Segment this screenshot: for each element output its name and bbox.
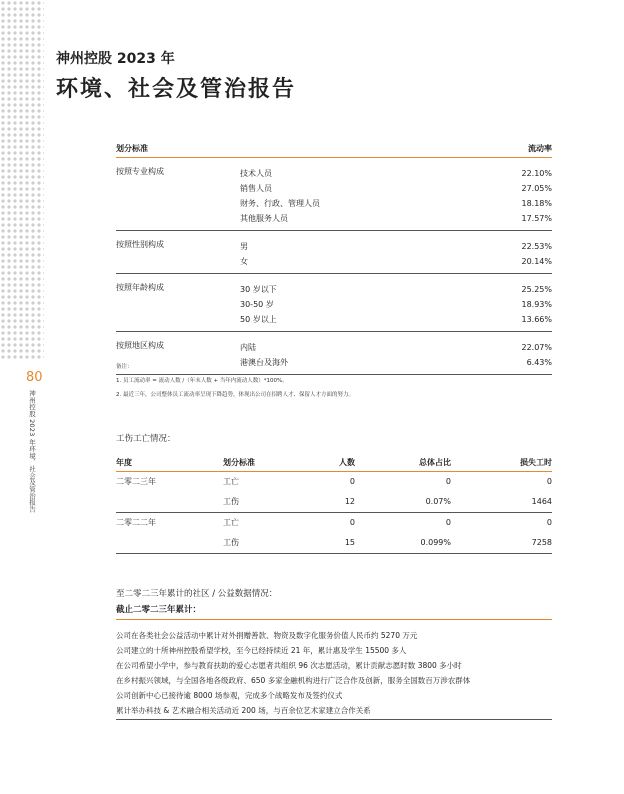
community-section-title: 至二零二三年累计的社区 / 公益数据情况：: [116, 589, 278, 599]
list-item: 累计举办科技 & 艺术融合相关活动近 200 场，与百余位艺术家建立合作关系: [116, 706, 371, 715]
injury-table: [116, 455, 552, 554]
notes: [116, 362, 552, 404]
page-number: 80: [26, 370, 43, 385]
list-item: 公司创新中心已接待逾 8000 场参观，完成多个战略发布及签约仪式: [116, 691, 343, 700]
list-item: 在公司希望小学中，参与教育扶助的爱心志愿者共组织 96 次志愿活动，累计贡献志愿时数 3800 多小时: [116, 661, 462, 670]
table-row: [116, 472, 552, 492]
list-item: 公司在各类社会公益活动中累计对外捐赠善款、物资及数字化服务价值人民币约 5270 万元: [116, 631, 418, 640]
turnover-table-header: [116, 143, 552, 158]
group-category: 按照性别构成: [116, 240, 164, 249]
row-label: 30-50 岁: [240, 300, 274, 309]
table-row: [240, 181, 552, 196]
row-label: 30 岁以下: [240, 285, 277, 294]
community-list: [116, 628, 552, 720]
row-value: 22.10%: [521, 169, 552, 178]
row-label: 内陆: [240, 343, 256, 352]
group-category: 按照地区构成: [116, 341, 164, 350]
divider: [116, 718, 552, 720]
table-row: [240, 196, 552, 211]
count-cell: 12: [344, 497, 355, 506]
col-ratio: 总体占比: [419, 458, 451, 467]
class-cell: 工伤: [223, 497, 239, 506]
list-item: 公司建立的十所神州控股希望学校，至今已经持续近 21 年，累计惠及学生 15500 多人: [116, 646, 407, 655]
class-cell: 工亡: [223, 518, 239, 527]
group-category: 按照年龄构成: [116, 283, 164, 292]
ratio-cell: 0: [445, 477, 451, 486]
count-cell: 0: [349, 518, 355, 527]
table-row: [240, 211, 552, 226]
page-header: [56, 48, 296, 103]
row-label: 50 岁以上: [240, 315, 277, 324]
row-value: 6.43%: [526, 358, 552, 367]
report-title: 环境、社会及管治报告: [56, 77, 297, 102]
group-category: 按照专业构成: [116, 167, 164, 176]
row-value: 22.53%: [521, 242, 552, 251]
table-row: [116, 492, 552, 512]
note-item: 2. 最近三年，公司整体员工流动率呈现下降趋势，体现出公司在招聘人才、保留人才方面的努力。: [116, 392, 354, 398]
col-class: 划分标准: [223, 458, 255, 467]
company-year: 神州控股 2023 年: [56, 51, 175, 67]
class-cell: 工伤: [223, 538, 239, 547]
side-report-label: 神州控股 2023 年环境、社会及管治报告: [28, 390, 36, 513]
col-year: 年度: [116, 458, 132, 467]
row-value: 22.07%: [521, 343, 552, 352]
row-label: 港澳台及海外: [240, 358, 288, 367]
decorative-dot-pattern: [0, 0, 44, 360]
count-cell: 15: [344, 538, 355, 547]
row-value: 18.18%: [521, 199, 552, 208]
table-row: [240, 239, 552, 254]
col-count: 人数: [339, 458, 355, 467]
lost-cell: 1464: [531, 497, 552, 506]
table-row: [116, 513, 552, 533]
row-label: 男: [240, 242, 248, 251]
ratio-cell: 0: [445, 518, 451, 527]
col-lost-hours: 损失工时: [520, 458, 552, 467]
turnover-table: [116, 143, 552, 375]
list-item: 在乡村振兴领域，与全国各地各级政府、650 多家金融机构进行广泛合作及创新，服务全国数百万涉农群体: [116, 676, 471, 685]
row-value: 27.05%: [521, 184, 552, 193]
lost-cell: 0: [546, 518, 552, 527]
row-label: 财务、行政、管理人员: [240, 199, 320, 208]
row-value: 25.25%: [521, 285, 552, 294]
lost-cell: 0: [546, 477, 552, 486]
row-value: 18.93%: [521, 300, 552, 309]
row-label: 女: [240, 257, 248, 266]
count-cell: 0: [349, 477, 355, 486]
ratio-cell: 0.07%: [425, 497, 451, 506]
ratio-cell: 0.099%: [420, 538, 451, 547]
table-row: [240, 340, 552, 355]
lost-cell: 7258: [531, 538, 552, 547]
injury-table-header: [116, 455, 552, 472]
col-category: 划分标准: [116, 144, 148, 153]
table-row: [116, 533, 552, 553]
row-label: 技术人员: [240, 169, 272, 178]
row-value: 20.14%: [521, 257, 552, 266]
col-rate: 流动率: [528, 144, 552, 153]
table-row: [240, 282, 552, 297]
class-cell: 工亡: [223, 477, 239, 486]
injury-year-group: [116, 513, 552, 554]
turnover-group-age: [116, 274, 552, 332]
year-cell: 二零二二年: [116, 518, 156, 527]
table-row: [240, 297, 552, 312]
year-cell: 二零二三年: [116, 477, 156, 486]
table-row: [240, 312, 552, 327]
community-subtitle: 截止二零二三年累计：: [116, 603, 552, 620]
note-item: 1. 员工流动率 = 流动人数 /（年末人数 + 当年内流动人数）*100%。: [116, 378, 288, 384]
row-label: 销售人员: [240, 184, 272, 193]
injury-section-title: 工伤工亡情况：: [116, 434, 176, 444]
turnover-group-profession: [116, 158, 552, 231]
table-row: [240, 254, 552, 269]
row-value: 17.57%: [521, 214, 552, 223]
row-label: 其他服务人员: [240, 214, 288, 223]
table-row: [240, 166, 552, 181]
turnover-group-gender: [116, 231, 552, 274]
notes-title: 备注：: [116, 364, 133, 370]
injury-year-group: [116, 472, 552, 513]
row-value: 13.66%: [521, 315, 552, 324]
